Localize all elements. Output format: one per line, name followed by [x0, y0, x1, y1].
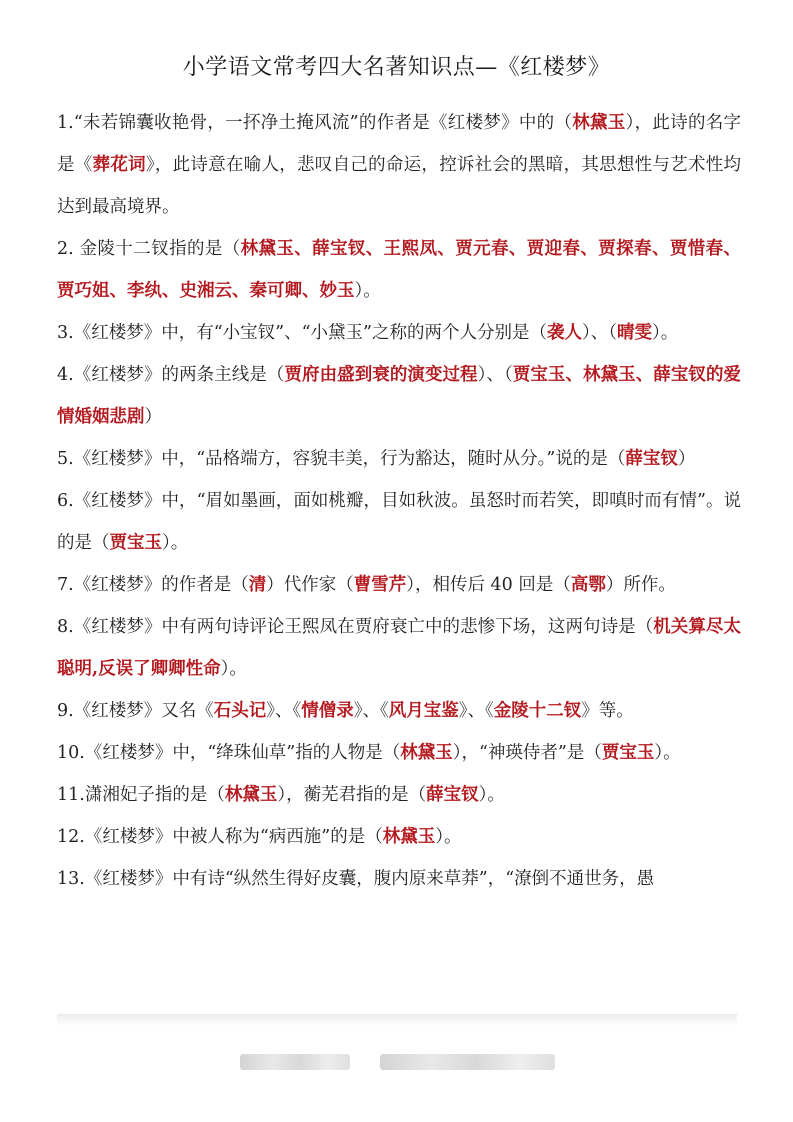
- question-item: [57, 732, 741, 774]
- question-text: 》、《: [266, 701, 302, 721]
- question-text: ）。: [654, 743, 681, 763]
- question-text: ）。: [435, 827, 462, 847]
- question-text: 13.《红楼梦》中有诗“纵然生得好皮囊，腹内原来草莽”，“潦倒不通世务，愚: [57, 869, 655, 889]
- question-text: ），此诗的名字是《: [57, 113, 742, 175]
- question-item: [57, 102, 741, 228]
- answer-text: 林黛玉、薛宝钗、王熙凤、贾元春、贾迎春、贾探春、贾惜春、贾巧姐、李纨、史湘云、秦可卿、妙玉: [57, 239, 741, 301]
- question-item: [57, 228, 741, 312]
- question-text: 7.《红楼梦》的作者是（: [57, 575, 249, 595]
- question-item: [57, 438, 741, 480]
- question-text: 9.《红楼梦》又名《: [57, 701, 214, 721]
- answer-text: 风月宝鉴: [388, 701, 459, 721]
- question-item: [57, 312, 741, 354]
- question-text: ）。: [354, 281, 381, 301]
- answer-text: 金陵十二钗: [493, 701, 582, 721]
- question-text: 12.《红楼梦》中被人称为“病西施”的是（: [57, 827, 383, 847]
- question-text: 5.《红楼梦》中，“品格端方，容貌丰美，行为豁达，随时从分。”说的是（: [57, 449, 626, 469]
- answer-text: 贾宝玉: [601, 743, 655, 763]
- question-item: [57, 690, 741, 732]
- answer-text: 葬花词: [92, 155, 146, 175]
- answer-text: 林黛玉: [400, 743, 453, 763]
- answer-text: 贾宝玉、林黛玉、薛宝钗的爱情婚姻悲剧: [57, 365, 742, 427]
- question-text: 4.《红楼梦》的两条主线是（: [57, 365, 285, 385]
- question-text: 6.《红楼梦》中，“眉如墨画，面如桃瓣，目如秋波。虽怒时而若笑，即嗔时而有情”。说的是（: [57, 491, 741, 553]
- question-text: ）所作。: [605, 575, 676, 595]
- question-text: 》等。: [581, 701, 634, 721]
- question-text: 10.《红楼梦》中，“绛珠仙草”指的人物是（: [57, 743, 401, 763]
- answer-text: 袭人: [546, 323, 582, 343]
- question-text: ）。: [651, 323, 679, 343]
- question-text: ），“神瑛侍者”是（: [452, 743, 602, 763]
- question-text: ）。: [478, 785, 505, 805]
- question-text: ）。: [220, 659, 247, 679]
- question-text: ）代作家（: [266, 575, 354, 595]
- question-text: ），相传后 40 回是（: [406, 575, 571, 595]
- answer-text: 贾府由盛到衰的演变过程: [284, 365, 478, 385]
- question-text: 8.《红楼梦》中有两句诗评论王熙凤在贾府衰亡中的悲惨下场，这两句诗是（: [57, 617, 654, 637]
- answer-text: 林黛玉: [572, 113, 626, 133]
- question-text: ）: [144, 407, 162, 427]
- question-item: [57, 354, 741, 438]
- question-item: [57, 564, 741, 606]
- question-item: [57, 816, 741, 858]
- answer-text: 薛宝钗: [426, 785, 479, 805]
- answer-text: 晴雯: [616, 323, 652, 343]
- answer-text: 曹雪芹: [353, 575, 407, 595]
- answer-text: 贾宝玉: [109, 533, 162, 553]
- answer-text: 林黛玉: [382, 827, 436, 847]
- question-text: 》，此诗意在喻人，悲叹自己的命运，控诉社会的黑暗，其思想性与艺术性均达到最高境界。: [57, 155, 742, 217]
- question-text: 11.潇湘妃子指的是（: [57, 785, 225, 805]
- question-text: ），蘅芜君指的是（: [277, 785, 427, 805]
- answer-text: 薛宝钗: [625, 449, 678, 469]
- question-text: ）、（: [581, 323, 617, 343]
- answer-text: 清: [248, 575, 267, 595]
- answer-text: 石头记: [213, 701, 267, 721]
- question-text: 》、《: [458, 701, 494, 721]
- watermark-blur-right: [380, 1054, 555, 1070]
- watermark-blur-left: [240, 1054, 350, 1070]
- question-text: 3.《红楼梦》中，有“小宝钗”、“小黛玉”之称的两个人分别是（: [57, 323, 547, 343]
- page-cut-region: [0, 1020, 793, 1122]
- question-text: ）。: [162, 533, 189, 553]
- question-item: [57, 606, 741, 690]
- question-text: 1.“未若锦囊收艳骨，一抔净土掩风流”的作者是《红楼梦》中的（: [57, 113, 573, 133]
- answer-text: 情僧录: [301, 701, 354, 721]
- question-item: [57, 774, 741, 816]
- question-item: [57, 858, 741, 900]
- question-text: ）: [677, 449, 696, 469]
- answer-text: 高鄂: [570, 575, 606, 595]
- question-item: [57, 480, 741, 564]
- question-list: [57, 102, 741, 900]
- page-title: 小学语文常考四大名著知识点—《红楼梦》: [182, 55, 611, 80]
- answer-text: 机关算尽太聪明,反误了卿卿性命: [57, 617, 741, 679]
- question-text: 2. 金陵十二钗指的是（: [57, 239, 241, 259]
- question-text: 》、《: [353, 701, 389, 721]
- answer-text: 林黛玉: [224, 785, 278, 805]
- question-text: ）、（: [477, 365, 513, 385]
- cut-edge: [57, 1014, 737, 1026]
